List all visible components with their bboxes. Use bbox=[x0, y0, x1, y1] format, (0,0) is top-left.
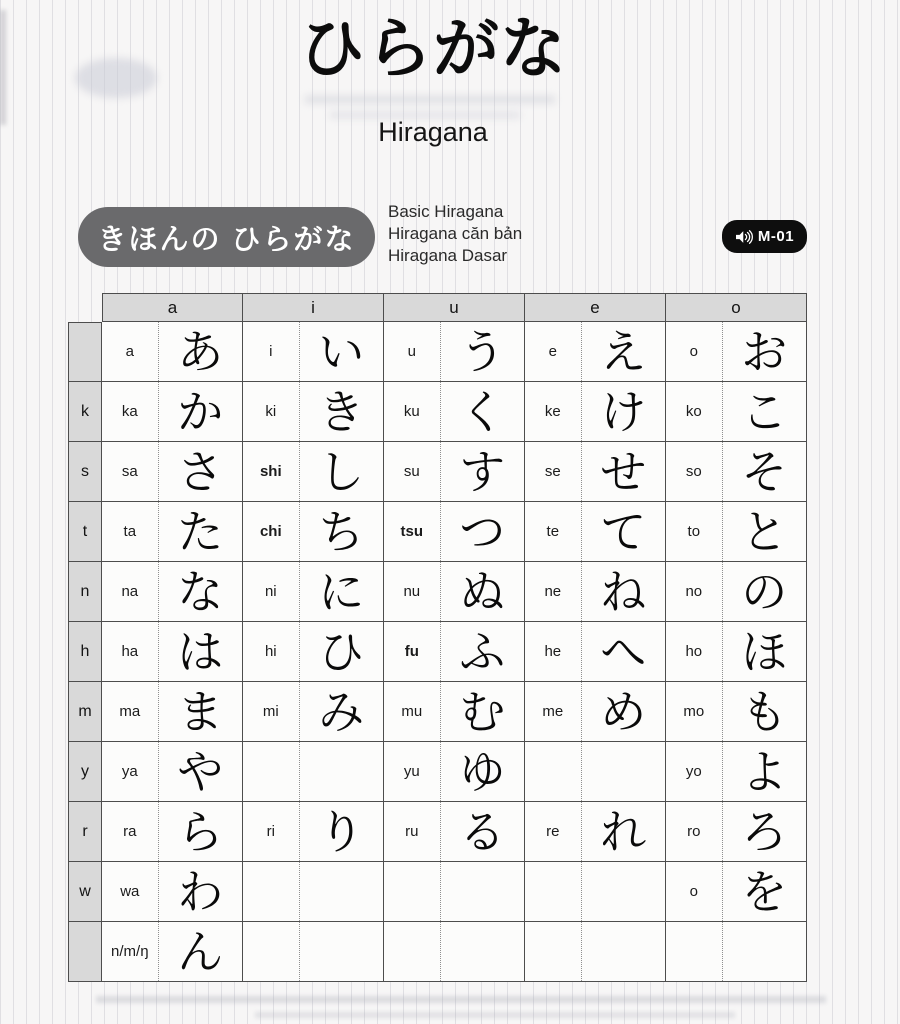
kana-cell-empty bbox=[384, 922, 525, 982]
kana-cell-ne bbox=[525, 562, 666, 622]
kana-glyph: ね bbox=[581, 562, 665, 621]
kana-glyph bbox=[299, 742, 383, 801]
kana-cell-su bbox=[384, 442, 525, 502]
kana-glyph: て bbox=[581, 502, 665, 561]
kana-cell-wa bbox=[102, 862, 243, 922]
kana-cell-tsu bbox=[384, 502, 525, 562]
romaji-label bbox=[525, 862, 581, 921]
romaji-label: mi bbox=[262, 703, 279, 720]
romaji-label: ma bbox=[119, 703, 141, 720]
table-corner bbox=[68, 293, 102, 322]
romaji-label: ne bbox=[544, 583, 562, 600]
kana-cell-empty bbox=[525, 922, 666, 982]
romaji-label: ke bbox=[544, 403, 561, 420]
romaji-label: yu bbox=[403, 763, 420, 780]
row-label-h: h bbox=[68, 622, 102, 682]
ghost-bleed bbox=[96, 996, 826, 1003]
kana-glyph: む bbox=[440, 682, 524, 741]
kana-glyph: う bbox=[440, 322, 524, 381]
row-label-r: r bbox=[68, 802, 102, 862]
kana-glyph: ち bbox=[299, 502, 383, 561]
romaji-label: i bbox=[269, 343, 273, 360]
column-header-e: e bbox=[525, 293, 666, 322]
kana-glyph bbox=[581, 922, 665, 981]
kana-cell-hi bbox=[243, 622, 384, 682]
kana-cell-he bbox=[525, 622, 666, 682]
kana-cell-ko bbox=[666, 382, 807, 442]
romaji-label bbox=[384, 922, 440, 981]
kana-glyph: ん bbox=[158, 922, 242, 981]
kana-cell-mi bbox=[243, 682, 384, 742]
page-header bbox=[0, 0, 866, 148]
romaji-label: su bbox=[403, 463, 420, 480]
kana-cell-ki bbox=[243, 382, 384, 442]
romaji-label: na bbox=[121, 583, 139, 600]
kana-cell-ka bbox=[102, 382, 243, 442]
kana-glyph: そ bbox=[722, 442, 806, 501]
kana-cell-ni bbox=[243, 562, 384, 622]
kana-cell-i bbox=[243, 322, 384, 382]
romaji-label: ta bbox=[123, 523, 137, 540]
kana-glyph: ふ bbox=[440, 622, 524, 681]
translation-line-en: Basic Hiragana bbox=[388, 202, 504, 221]
translation-block bbox=[388, 201, 522, 267]
romaji-label: nu bbox=[403, 583, 421, 600]
kana-glyph bbox=[581, 862, 665, 921]
romaji-label: te bbox=[546, 523, 560, 540]
romaji-label bbox=[525, 922, 581, 981]
kana-glyph: ろ bbox=[722, 802, 806, 861]
kana-cell-mo bbox=[666, 682, 807, 742]
kana-glyph bbox=[299, 862, 383, 921]
romaji-label: chi bbox=[259, 523, 282, 540]
row-label-m: m bbox=[68, 682, 102, 742]
kana-glyph bbox=[581, 742, 665, 801]
translation-line-vi: Hiragana căn bản bbox=[388, 224, 523, 243]
kana-glyph: け bbox=[581, 382, 665, 441]
hiragana-table bbox=[68, 293, 807, 982]
kana-cell-mu bbox=[384, 682, 525, 742]
kana-cell-ri bbox=[243, 802, 384, 862]
kana-cell-yo bbox=[666, 742, 807, 802]
kana-cell-u bbox=[384, 322, 525, 382]
section-badge bbox=[78, 207, 375, 267]
romaji-label bbox=[243, 922, 299, 981]
romaji-label bbox=[243, 742, 299, 801]
kana-glyph: た bbox=[158, 502, 242, 561]
kana-glyph bbox=[440, 922, 524, 981]
kana-glyph: り bbox=[299, 802, 383, 861]
romaji-label: ku bbox=[403, 403, 420, 420]
kana-glyph: し bbox=[299, 442, 383, 501]
romaji-label: yo bbox=[685, 763, 702, 780]
page-title: ひらがな bbox=[299, 11, 567, 85]
column-header-a: a bbox=[102, 293, 243, 322]
kana-cell-yu bbox=[384, 742, 525, 802]
kana-cell-empty bbox=[525, 862, 666, 922]
page-subtitle: Hiragana bbox=[378, 117, 488, 148]
romaji-label bbox=[525, 742, 581, 801]
kana-cell-shi bbox=[243, 442, 384, 502]
kana-cell-empty bbox=[243, 862, 384, 922]
kana-cell-ma bbox=[102, 682, 243, 742]
kana-cell-empty bbox=[666, 922, 807, 982]
kana-cell-ha bbox=[102, 622, 243, 682]
kana-glyph: え bbox=[581, 322, 665, 381]
romaji-label: ya bbox=[121, 763, 138, 780]
kana-cell-o bbox=[666, 322, 807, 382]
kana-cell-ra bbox=[102, 802, 243, 862]
romaji-label: se bbox=[544, 463, 561, 480]
romaji-label: mu bbox=[401, 703, 423, 720]
kana-glyph bbox=[722, 922, 806, 981]
romaji-label: ka bbox=[121, 403, 138, 420]
romaji-label: ko bbox=[685, 403, 702, 420]
romaji-label: ha bbox=[121, 643, 139, 660]
speaker-icon bbox=[735, 229, 753, 245]
kana-cell-o bbox=[666, 862, 807, 922]
kana-cell-e bbox=[525, 322, 666, 382]
romaji-label: ru bbox=[405, 823, 419, 840]
kana-cell-chi bbox=[243, 502, 384, 562]
kana-glyph: つ bbox=[440, 502, 524, 561]
romaji-label: shi bbox=[259, 463, 282, 480]
kana-glyph: み bbox=[299, 682, 383, 741]
romaji-label: me bbox=[542, 703, 564, 720]
kana-glyph: を bbox=[722, 862, 806, 921]
kana-glyph: さ bbox=[158, 442, 242, 501]
row-label-blank bbox=[68, 322, 102, 382]
row-label-w: w bbox=[68, 862, 102, 922]
kana-glyph: い bbox=[299, 322, 383, 381]
kana-glyph: こ bbox=[722, 382, 806, 441]
kana-cell-fu bbox=[384, 622, 525, 682]
kana-cell-ya bbox=[102, 742, 243, 802]
kana-glyph: る bbox=[440, 802, 524, 861]
kana-cell-re bbox=[525, 802, 666, 862]
kana-glyph: き bbox=[299, 382, 383, 441]
section-badge-label: きほんの ひらがな bbox=[97, 223, 356, 256]
romaji-label: to bbox=[687, 523, 701, 540]
kana-cell-te bbox=[525, 502, 666, 562]
kana-glyph: や bbox=[158, 742, 242, 801]
kana-glyph: お bbox=[722, 322, 806, 381]
romaji-label: o bbox=[689, 883, 698, 900]
kana-glyph: ぬ bbox=[440, 562, 524, 621]
kana-cell-ta bbox=[102, 502, 243, 562]
kana-glyph: ま bbox=[158, 682, 242, 741]
romaji-label bbox=[243, 862, 299, 921]
kana-cell-n-m-ŋ bbox=[102, 922, 243, 982]
audio-track-badge bbox=[722, 220, 807, 253]
column-header-o: o bbox=[666, 293, 807, 322]
column-header-u: u bbox=[384, 293, 525, 322]
kana-glyph bbox=[299, 922, 383, 981]
romaji-label: sa bbox=[121, 463, 138, 480]
kana-glyph bbox=[440, 862, 524, 921]
kana-cell-ke bbox=[525, 382, 666, 442]
row-label-y: y bbox=[68, 742, 102, 802]
romaji-label: he bbox=[544, 643, 562, 660]
romaji-label: mo bbox=[683, 703, 705, 720]
kana-glyph: も bbox=[722, 682, 806, 741]
kana-glyph: ら bbox=[158, 802, 242, 861]
kana-glyph: の bbox=[722, 562, 806, 621]
romaji-label: a bbox=[125, 343, 134, 360]
kana-glyph: よ bbox=[722, 742, 806, 801]
romaji-label: ho bbox=[685, 643, 703, 660]
kana-cell-ro bbox=[666, 802, 807, 862]
kana-glyph: に bbox=[299, 562, 383, 621]
kana-glyph: と bbox=[722, 502, 806, 561]
kana-cell-me bbox=[525, 682, 666, 742]
kana-cell-empty bbox=[243, 742, 384, 802]
romaji-label: o bbox=[689, 343, 698, 360]
kana-cell-no bbox=[666, 562, 807, 622]
romaji-label: u bbox=[407, 343, 416, 360]
kana-glyph: か bbox=[158, 382, 242, 441]
translation-line-id: Hiragana Dasar bbox=[388, 246, 508, 265]
kana-glyph: な bbox=[158, 562, 242, 621]
kana-cell-ru bbox=[384, 802, 525, 862]
romaji-label: e bbox=[548, 343, 557, 360]
romaji-label: ki bbox=[265, 403, 277, 420]
kana-cell-empty bbox=[525, 742, 666, 802]
audio-track-label: M-01 bbox=[757, 228, 795, 245]
romaji-label: fu bbox=[404, 643, 419, 660]
kana-cell-empty bbox=[243, 922, 384, 982]
romaji-label: re bbox=[546, 823, 560, 840]
kana-glyph: は bbox=[158, 622, 242, 681]
kana-glyph: め bbox=[581, 682, 665, 741]
romaji-label: tsu bbox=[400, 523, 424, 540]
row-label-blank bbox=[68, 922, 102, 982]
column-header-i: i bbox=[243, 293, 384, 322]
romaji-label: hi bbox=[264, 643, 277, 660]
kana-cell-sa bbox=[102, 442, 243, 502]
kana-glyph: わ bbox=[158, 862, 242, 921]
kana-cell-se bbox=[525, 442, 666, 502]
kana-glyph: あ bbox=[158, 322, 242, 381]
kana-glyph: ほ bbox=[722, 622, 806, 681]
kana-glyph: ゆ bbox=[440, 742, 524, 801]
romaji-label bbox=[666, 922, 722, 981]
kana-glyph: く bbox=[440, 382, 524, 441]
kana-cell-so bbox=[666, 442, 807, 502]
kana-glyph: ひ bbox=[299, 622, 383, 681]
kana-cell-to bbox=[666, 502, 807, 562]
row-label-t: t bbox=[68, 502, 102, 562]
romaji-label: ni bbox=[264, 583, 277, 600]
kana-cell-ho bbox=[666, 622, 807, 682]
kana-glyph: す bbox=[440, 442, 524, 501]
kana-glyph: へ bbox=[581, 622, 665, 681]
kana-glyph: せ bbox=[581, 442, 665, 501]
romaji-label: ra bbox=[123, 823, 137, 840]
romaji-label: ri bbox=[266, 823, 275, 840]
ghost-bleed bbox=[255, 1012, 735, 1018]
romaji-label: wa bbox=[120, 883, 140, 900]
kana-cell-empty bbox=[384, 862, 525, 922]
romaji-label bbox=[384, 862, 440, 921]
row-label-k: k bbox=[68, 382, 102, 442]
kana-cell-ku bbox=[384, 382, 525, 442]
row-label-n: n bbox=[68, 562, 102, 622]
romaji-label: no bbox=[685, 583, 703, 600]
romaji-label: so bbox=[685, 463, 702, 480]
romaji-label: n/m/ŋ bbox=[111, 943, 149, 960]
kana-cell-na bbox=[102, 562, 243, 622]
romaji-label: ro bbox=[687, 823, 701, 840]
row-label-s: s bbox=[68, 442, 102, 502]
kana-cell-nu bbox=[384, 562, 525, 622]
kana-glyph: れ bbox=[581, 802, 665, 861]
kana-cell-a bbox=[102, 322, 243, 382]
